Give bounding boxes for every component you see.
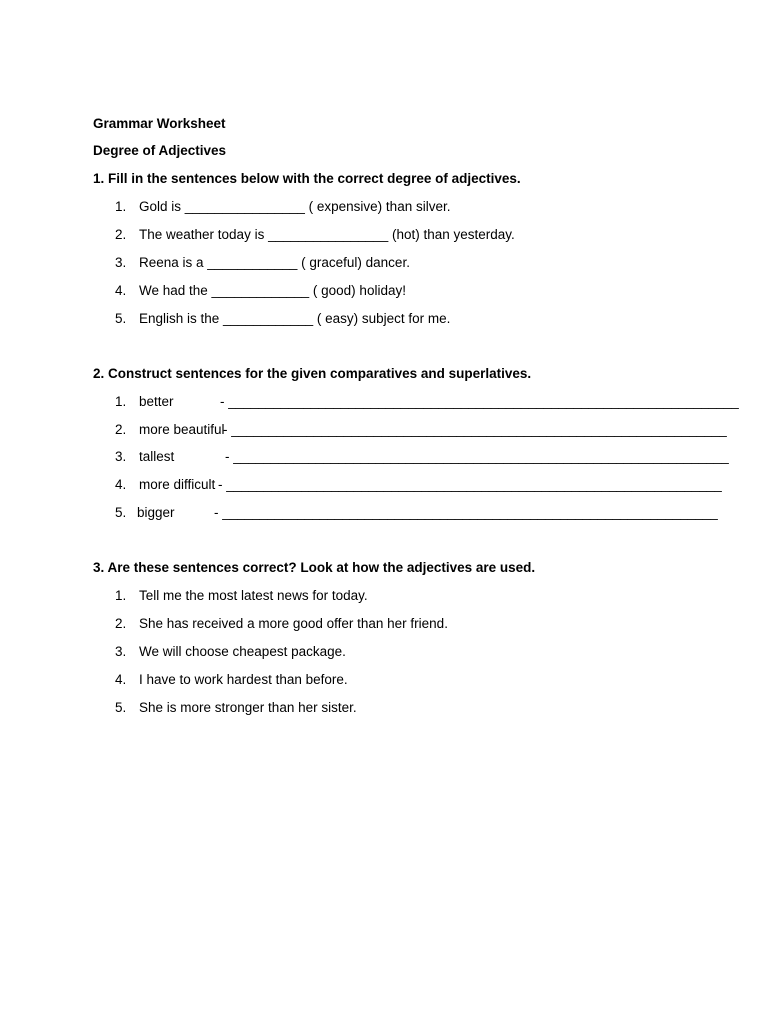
section1-heading: 1. Fill in the sentences below with the correct degree of adjectives. xyxy=(93,171,521,186)
list-item-number: 1. xyxy=(115,588,127,603)
list-item-number: 4. xyxy=(115,283,127,298)
list-item: We had the _____________ ( good) holiday! xyxy=(139,283,406,298)
answer-blank: - ____________________________________________________________________ xyxy=(220,394,739,409)
answer-blank: - __________________________________________________________________ xyxy=(214,505,718,520)
list-item: Tell me the most latest news for today. xyxy=(139,588,368,603)
answer-blank: - __________________________________________________________________ xyxy=(223,422,727,437)
list-item-number: 4. xyxy=(115,672,127,687)
list-item-number: 2. xyxy=(115,616,127,631)
list-item: We will choose cheapest package. xyxy=(139,644,346,659)
worksheet-title: Grammar Worksheet xyxy=(93,116,226,131)
list-item: Gold is ________________ ( expensive) than silver. xyxy=(139,199,451,214)
section3-heading: 3. Are these sentences correct? Look at how the adjectives are used. xyxy=(93,560,536,575)
list-item-number: 2. xyxy=(115,227,127,242)
prompt-word: better xyxy=(139,394,174,409)
list-item-number: 5. xyxy=(115,505,127,520)
list-item-number: 5. xyxy=(115,311,127,326)
list-item-number: 1. xyxy=(115,394,127,409)
section2-heading: 2. Construct sentences for the given comparatives and superlatives. xyxy=(93,366,532,381)
list-item-number: 2. xyxy=(115,422,127,437)
list-item: English is the ____________ ( easy) subject for me. xyxy=(139,311,451,326)
list-item: I have to work hardest than before. xyxy=(139,672,348,687)
worksheet-subtitle: Degree of Adjectives xyxy=(93,143,227,158)
list-item-number: 3. xyxy=(115,644,127,659)
prompt-word: bigger xyxy=(137,505,175,520)
list-item-number: 1. xyxy=(115,199,127,214)
list-item-number: 4. xyxy=(115,477,127,492)
list-item-number: 3. xyxy=(115,255,127,270)
list-item-number: 5. xyxy=(115,700,127,715)
list-item-number: 3. xyxy=(115,449,127,464)
answer-blank: - __________________________________________________________________ xyxy=(225,449,729,464)
prompt-word: more difficult xyxy=(139,477,216,492)
list-item: Reena is a ____________ ( graceful) dancer. xyxy=(139,255,410,270)
prompt-word: tallest xyxy=(139,449,175,464)
prompt-word: more beautiful xyxy=(139,422,225,437)
list-item: She has received a more good offer than her friend. xyxy=(139,616,448,631)
answer-blank: - __________________________________________________________________ xyxy=(218,477,722,492)
list-item: The weather today is ________________ (hot) than yesterday. xyxy=(139,227,515,242)
list-item: She is more stronger than her sister. xyxy=(139,700,357,715)
